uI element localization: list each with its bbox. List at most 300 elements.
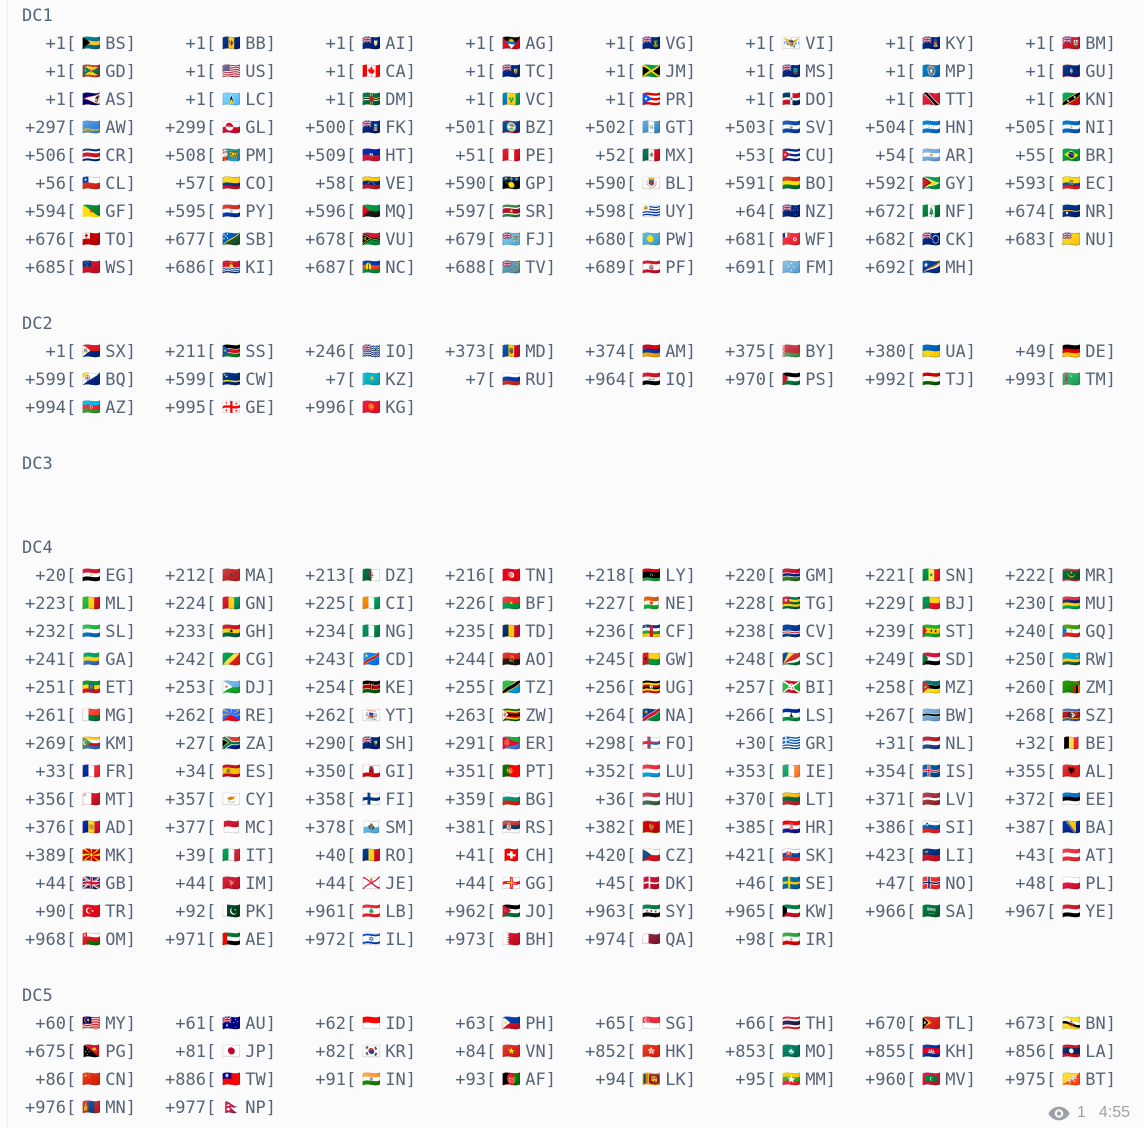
flag-icon-py: 🇵🇾 [222,202,242,220]
country-code-label: BI [805,678,826,698]
open-bracket: [ [766,874,777,894]
dial-code-number: +82 [315,1042,346,1062]
dial-code-number: +855 [865,1042,906,1062]
country-code-label: DE [1085,342,1106,362]
country-code-label: PH [525,1014,546,1034]
close-bracket: ] [545,930,556,950]
close-bracket: ] [545,118,556,138]
dial-code-number: +251 [25,678,66,698]
country-code-label: BF [525,594,546,614]
flag-icon-mr: 🇲🇷 [1062,566,1082,584]
open-bracket: [ [1046,1014,1057,1034]
close-bracket: ] [125,174,136,194]
dial-code-number: +596 [305,202,346,222]
dial-code-entry-km [22,730,162,758]
open-bracket: [ [346,790,357,810]
close-bracket: ] [545,762,556,782]
open-bracket: [ [206,874,217,894]
flag-icon-tz: 🇹🇿 [502,678,522,696]
close-bracket: ] [265,706,276,726]
close-bracket: ] [545,1042,556,1062]
dial-codes-code-block[interactable] [22,2,1144,1128]
close-bracket: ] [545,902,556,922]
dial-code-entry-bh [442,926,582,954]
close-bracket: ] [825,902,836,922]
dial-code-number: +370 [725,790,766,810]
open-bracket: [ [66,370,77,390]
country-code-label: BZ [525,118,546,138]
flag-icon-om: 🇴🇲 [82,930,102,948]
dial-code-number: +7 [465,370,486,390]
flag-icon-by: 🇧🇾 [782,342,802,360]
country-code-label: TT [945,90,966,110]
flag-icon-mn: 🇲🇳 [82,1098,102,1116]
open-bracket: [ [346,1070,357,1090]
close-bracket: ] [965,622,976,642]
close-bracket: ] [125,258,136,278]
country-code-label: ZW [525,706,546,726]
dial-code-number: +352 [585,762,626,782]
flag-icon-mh: 🇲🇭 [922,258,942,276]
flag-icon-ao: 🇦🇴 [502,650,522,668]
country-code-label: FK [385,118,406,138]
open-bracket: [ [346,146,357,166]
dial-code-entry-dj [162,674,302,702]
dial-code-number: +299 [165,118,206,138]
open-bracket: [ [766,90,777,110]
flag-icon-st: 🇸🇹 [922,622,942,640]
close-bracket: ] [825,706,836,726]
country-code-label: MU [1085,594,1106,614]
dial-code-number: +674 [1005,202,1046,222]
close-bracket: ] [405,706,416,726]
country-code-label: DO [805,90,826,110]
dial-code-entry-lc [162,86,302,114]
open-bracket: [ [66,34,77,54]
dial-code-entry-md [442,338,582,366]
country-code-label: LB [385,902,406,922]
open-bracket: [ [626,818,637,838]
dial-code-entry-tr [22,898,162,926]
country-code-label: SH [385,734,406,754]
open-bracket: [ [766,846,777,866]
close-bracket: ] [1105,734,1116,754]
close-bracket: ] [685,342,696,362]
flag-icon-dj: 🇩🇯 [222,678,242,696]
dial-code-entry-fm [722,254,862,282]
open-bracket: [ [486,1014,497,1034]
country-code-label: LT [805,790,826,810]
country-code-label: SG [665,1014,686,1034]
flag-icon-vi: 🇻🇮 [782,34,802,52]
dial-code-number: +258 [865,678,906,698]
flag-icon-ht: 🇭🇹 [362,146,382,164]
dial-code-entry-gr [722,730,862,758]
dial-code-entry-fo [582,730,722,758]
country-code-label: NL [945,734,966,754]
close-bracket: ] [405,846,416,866]
open-bracket: [ [206,930,217,950]
close-bracket: ] [825,762,836,782]
dial-code-entry-ru [442,366,582,394]
close-bracket: ] [265,1014,276,1034]
dial-code-entry-kw [722,898,862,926]
close-bracket: ] [685,230,696,250]
open-bracket: [ [66,678,77,698]
flag-icon-za: 🇿🇦 [222,734,242,752]
country-code-label: DJ [245,678,266,698]
flag-icon-fk: 🇫🇰 [362,118,382,136]
open-bracket: [ [1046,818,1057,838]
dial-code-entry-gf [22,198,162,226]
close-bracket: ] [265,146,276,166]
open-bracket: [ [66,258,77,278]
close-bracket: ] [405,594,416,614]
dial-code-number: +595 [165,202,206,222]
close-bracket: ] [685,566,696,586]
country-code-label: MO [805,1042,826,1062]
dial-code-number: +374 [585,342,626,362]
flag-icon-pl: 🇵🇱 [1062,874,1082,892]
close-bracket: ] [125,118,136,138]
flag-icon-kw: 🇰🇼 [782,902,802,920]
section-dc4 [22,534,1144,954]
flag-icon-im: 🇮🇲 [222,874,242,892]
country-code-label: GI [385,762,406,782]
dial-code-entry-cu [722,142,862,170]
flag-icon-er: 🇪🇷 [502,734,522,752]
close-bracket: ] [125,706,136,726]
flag-icon-lt: 🇱🇹 [782,790,802,808]
dial-code-entry-do [722,86,862,114]
flag-icon-sm: 🇸🇲 [362,818,382,836]
flag-icon-ca: 🇨🇦 [362,62,382,80]
close-bracket: ] [405,930,416,950]
dial-code-entry-ro [302,842,442,870]
flag-icon-nc: 🇳🇨 [362,258,382,276]
dial-code-number: +94 [595,1070,626,1090]
flag-icon-br: 🇧🇷 [1062,146,1082,164]
country-code-label: CI [385,594,406,614]
open-bracket: [ [206,622,217,642]
country-code-label: NI [1085,118,1106,138]
dial-code-entry-mr [1002,562,1142,590]
country-code-label: CG [245,650,266,670]
dial-code-number: +44 [315,874,346,894]
dial-code-entry-tj [862,366,1002,394]
close-bracket: ] [125,1042,136,1062]
flag-icon-sn: 🇸🇳 [922,566,942,584]
close-bracket: ] [265,230,276,250]
country-code-label: TL [945,1014,966,1034]
open-bracket: [ [906,706,917,726]
dial-code-entry-sa [862,898,1002,926]
dial-code-entry-gn [162,590,302,618]
country-code-label: HR [805,818,826,838]
dial-code-entry-tm [1002,366,1142,394]
dial-code-entry-si [862,814,1002,842]
country-code-label: NC [385,258,406,278]
close-bracket: ] [125,902,136,922]
dial-code-number: +1 [465,90,486,110]
dial-code-entry-cd [302,646,442,674]
country-code-label: TO [105,230,126,250]
open-bracket: [ [66,62,77,82]
dial-code-entry-ws [22,254,162,282]
dial-code-number: +856 [1005,1042,1046,1062]
dial-code-entry-pl [1002,870,1142,898]
dial-code-number: +249 [865,650,906,670]
dial-code-number: +55 [1015,146,1046,166]
flag-icon-cg: 🇨🇬 [222,650,242,668]
open-bracket: [ [766,902,777,922]
country-code-label: GP [525,174,546,194]
country-code-label: GE [245,398,266,418]
country-code-label: MN [105,1098,126,1118]
close-bracket: ] [965,566,976,586]
flag-icon-tm: 🇹🇲 [1062,370,1082,388]
dial-code-number: +995 [165,398,206,418]
dial-code-entry-sb [162,226,302,254]
country-code-label: TW [245,1070,266,1090]
dial-code-entry-co [162,170,302,198]
close-bracket: ] [265,370,276,390]
country-code-label: AL [1085,762,1106,782]
open-bracket: [ [346,118,357,138]
flag-icon-lb: 🇱🇧 [362,902,382,920]
dial-code-number: +44 [35,874,66,894]
dial-code-number: +1 [45,342,66,362]
close-bracket: ] [125,34,136,54]
dial-code-number: +599 [165,370,206,390]
dial-code-number: +961 [305,902,346,922]
dial-code-entry-ph [442,1010,582,1038]
country-code-label: CA [385,62,406,82]
dial-code-number: +232 [25,622,66,642]
open-bracket: [ [626,146,637,166]
country-code-label: IE [805,762,826,782]
country-code-label: TG [805,594,826,614]
dial-code-entry-lv [862,786,1002,814]
dial-code-grid-dc3 [22,478,1144,506]
country-code-label: AS [105,90,126,110]
country-code-label: VG [665,34,686,54]
flag-icon-dz: 🇩🇿 [362,566,382,584]
country-code-label: FJ [525,230,546,250]
dial-code-number: +256 [585,678,626,698]
country-code-label: SC [805,650,826,670]
close-bracket: ] [1105,846,1116,866]
dial-code-entry-kn [1002,86,1142,114]
dial-code-number: +234 [305,622,346,642]
open-bracket: [ [66,1014,77,1034]
country-code-label: BM [1085,34,1106,54]
dial-code-number: +501 [445,118,486,138]
section-dc5 [22,982,1144,1122]
open-bracket: [ [66,174,77,194]
open-bracket: [ [1046,622,1057,642]
country-code-label: MH [945,258,966,278]
close-bracket: ] [965,650,976,670]
open-bracket: [ [206,62,217,82]
close-bracket: ] [825,174,836,194]
open-bracket: [ [346,1014,357,1034]
flag-icon-tl: 🇹🇱 [922,1014,942,1032]
open-bracket: [ [66,398,77,418]
open-bracket: [ [906,622,917,642]
dial-code-number: +41 [455,846,486,866]
close-bracket: ] [545,1070,556,1090]
country-code-label: MT [105,790,126,810]
close-bracket: ] [965,62,976,82]
country-code-label: ER [525,734,546,754]
dial-code-entry-mc [162,814,302,842]
dial-code-number: +241 [25,650,66,670]
dial-code-entry-gq [1002,618,1142,646]
open-bracket: [ [1046,342,1057,362]
flag-icon-gq: 🇬🇶 [1062,622,1082,640]
country-code-label: GF [105,202,126,222]
dial-code-entry-la [1002,1038,1142,1066]
dial-code-entry-de [1002,338,1142,366]
country-code-label: TM [1085,370,1106,390]
country-code-label: MS [805,62,826,82]
country-code-label: WS [105,258,126,278]
country-code-label: ST [945,622,966,642]
country-code-label: AR [945,146,966,166]
dial-code-entry-vn [442,1038,582,1066]
dial-code-number: +40 [315,846,346,866]
dial-code-entry-zm [1002,674,1142,702]
open-bracket: [ [626,902,637,922]
close-bracket: ] [265,118,276,138]
dial-code-number: +20 [35,566,66,586]
close-bracket: ] [825,90,836,110]
flag-icon-gu: 🇬🇺 [1062,62,1082,80]
close-bracket: ] [1105,174,1116,194]
country-code-label: TV [525,258,546,278]
dial-code-entry-nz [722,198,862,226]
close-bracket: ] [825,1042,836,1062]
country-code-label: PG [105,1042,126,1062]
country-code-label: CF [665,622,686,642]
flag-icon-ni: 🇳🇮 [1062,118,1082,136]
dial-code-number: +502 [585,118,626,138]
country-code-label: NO [945,874,966,894]
close-bracket: ] [265,734,276,754]
flag-icon-dk: 🇩🇰 [642,874,662,892]
dial-code-number: +44 [455,874,486,894]
close-bracket: ] [825,790,836,810]
open-bracket: [ [766,1014,777,1034]
open-bracket: [ [626,594,637,614]
dial-code-number: +56 [35,174,66,194]
flag-icon-aw: 🇦🇼 [82,118,102,136]
flag-icon-mc: 🇲🇨 [222,818,242,836]
open-bracket: [ [66,1098,77,1118]
dial-code-number: +592 [865,174,906,194]
dial-code-number: +1 [325,90,346,110]
open-bracket: [ [766,118,777,138]
country-code-label: LS [805,706,826,726]
dial-code-entry-cr [22,142,162,170]
dial-code-number: +594 [25,202,66,222]
flag-icon-fm: 🇫🇲 [782,258,802,276]
dial-code-number: +92 [175,902,206,922]
dial-code-number: +91 [315,1070,346,1090]
open-bracket: [ [626,790,637,810]
close-bracket: ] [125,790,136,810]
close-bracket: ] [825,258,836,278]
dial-code-entry-bl [582,170,722,198]
open-bracket: [ [346,818,357,838]
open-bracket: [ [906,118,917,138]
country-code-label: PT [525,762,546,782]
open-bracket: [ [626,62,637,82]
dial-code-number: +53 [735,146,766,166]
open-bracket: [ [906,342,917,362]
dial-code-entry-pe [442,142,582,170]
open-bracket: [ [66,594,77,614]
dial-code-entry-sl [22,618,162,646]
open-bracket: [ [626,174,637,194]
close-bracket: ] [545,734,556,754]
open-bracket: [ [206,90,217,110]
flag-icon-vg: 🇻🇬 [642,34,662,52]
country-code-label: BN [1085,1014,1106,1034]
open-bracket: [ [766,706,777,726]
dial-code-number: +63 [455,1014,486,1034]
country-code-label: KE [385,678,406,698]
flag-icon-ga: 🇬🇦 [82,650,102,668]
dial-code-number: +356 [25,790,66,810]
flag-icon-ws: 🇼🇸 [82,258,102,276]
country-code-label: VC [525,90,546,110]
close-bracket: ] [405,734,416,754]
country-code-label: MY [105,1014,126,1034]
dial-code-entry-bn [1002,1010,1142,1038]
dial-code-number: +57 [175,174,206,194]
open-bracket: [ [346,62,357,82]
close-bracket: ] [825,34,836,54]
dial-code-entry-bo [722,170,862,198]
dial-code-entry-pw [582,226,722,254]
country-code-label: OM [105,930,126,950]
flag-icon-et: 🇪🇹 [82,678,102,696]
open-bracket: [ [766,370,777,390]
country-code-label: LA [1085,1042,1106,1062]
country-code-label: SK [805,846,826,866]
flag-icon-zw: 🇿🇼 [502,706,522,724]
country-code-label: TN [525,566,546,586]
country-code-label: LK [665,1070,686,1090]
close-bracket: ] [405,230,416,250]
open-bracket: [ [906,678,917,698]
country-code-label: MZ [945,678,966,698]
flag-icon-ru: 🇷🇺 [502,370,522,388]
dial-code-entry-gb [22,870,162,898]
dial-code-number: +268 [1005,706,1046,726]
country-code-label: PK [245,902,266,922]
dial-code-entry-no [862,870,1002,898]
dial-code-entry-cn [22,1066,162,1094]
flag-icon-cz: 🇨🇿 [642,846,662,864]
flag-icon-bb: 🇧🇧 [222,34,242,52]
dial-code-number: +677 [165,230,206,250]
dial-code-entry-tz [442,674,582,702]
flag-icon-ua: 🇺🇦 [922,342,942,360]
dial-code-entry-ng [302,618,442,646]
